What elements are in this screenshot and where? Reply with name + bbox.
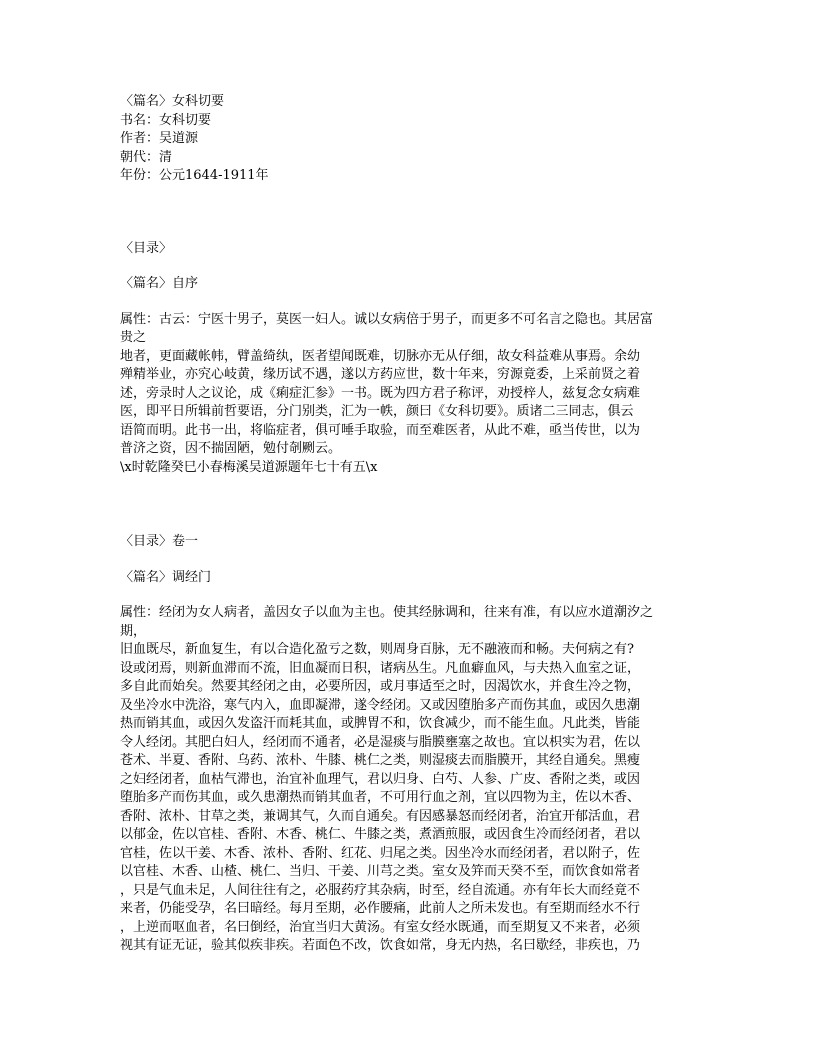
- text-line: 述，旁录时人之议论，成《痢症汇参》一书。既为四方君子称评，劝授梓人，兹复念女病难: [120, 385, 641, 401]
- document-header: [120, 93, 700, 186]
- text-line: 来者，仍能受孕，名曰暗经。每月至期，必作腰痛，此前人之所未发也。有至期而经水不行: [120, 901, 641, 916]
- text-line: 之妇经闭者，血枯气滞也，治宜补血理气，君以归身、白芍、人参、广皮、香附之类，或因: [120, 771, 641, 787]
- toc-heading: 〈目录〉: [120, 240, 173, 256]
- text-line: 旧血既尽，新血复生，有以合造化盈亏之数，则周身百脉，无不融液而和畅。夫何病之有?: [120, 642, 634, 657]
- text-line: 医，即平日所辑前哲要语，分门别类，汇为一帙，颜曰《女科切要》。质诸二三同志，俱云: [120, 404, 634, 419]
- text-line: 多自此而始矣。然要其经闭之由，必要所因，或月事适至之时，因渴饮水，并食生冷之物，: [120, 679, 641, 694]
- text-line: 属性：经闭为女人病者，盖因女子以血为主也。使其经脉调和，往来有准，有以应水道潮汐之: [120, 605, 654, 620]
- text-line: 贵之: [120, 330, 147, 345]
- text-line: 以郁金，佐以官桂、香附、木香、桃仁、牛膝之类，煮酒煎服，或因食生冷而经闭者，君以: [120, 827, 641, 842]
- text-line: 堕胎多产而伤其血，或久患潮热而销其血者，不可用行血之剂，宜以四物为主，佐以木香、: [120, 790, 641, 805]
- text-line: 及坐冷水中洗浴，寒气内入，血即凝滞，遂令经闭。又或因堕胎多产而伤其血，或因久患潮: [120, 697, 641, 713]
- text-line: 普济之资，因不揣固陋，勉付剞劂云。: [120, 441, 342, 456]
- text-line: 香附、浓朴、甘草之类，兼调其气，久而自通矣。有因感暴怒而经闭者，治宜开郁活血，君: [120, 808, 641, 824]
- header-dynasty-line: 朝代：清: [120, 149, 173, 165]
- text-line: 属性：古云：宁医十男子，莫医一妇人。诚以女病倍于男子，而更多不可名言之隐也。其居富: [120, 311, 654, 327]
- toc-heading-volume-1: 〈目录〉卷一: [120, 534, 199, 549]
- text-line: 语简而明。此书一出，将临症者，俱可唾手取验，而至难医者，从此不难，亟当传世，以为: [120, 422, 641, 438]
- header-title-line: 〈篇名〉女科切要: [120, 94, 225, 109]
- chapter-title-preface: 〈篇名〉自序: [120, 276, 199, 291]
- text-line: 殚精举业，亦究心岐黄，缘历试不遇，遂以方药应世，数十年来，穷源竟委，上采前贤之着: [120, 367, 641, 382]
- document-page: [120, 93, 700, 956]
- text-line: ，只是气血未足，人间往往有之，必服药疗其杂病，时至，经自流通。亦有年长大而经竟不: [120, 882, 641, 898]
- chapter-title-menstruation: 〈篇名〉调经门: [120, 569, 212, 585]
- header-book-line: 书名：女科切要: [120, 112, 212, 128]
- text-line: 视其有证无证，验其似疾非疾。若面色不改，饮食如常，身无内热，名曰歇经，非疾也，乃: [120, 938, 641, 953]
- header-year-line: 年份：公元1644-1911年: [120, 168, 269, 183]
- text-line: ，上逆而呕血者，名曰倒经，治宜当归大黄汤。有室女经水既通，而至期复又不来者，必须: [120, 919, 641, 935]
- text-line: 苍术、半夏、香附、乌药、浓朴、牛膝、桃仁之类，则湿痰去而脂膜开，其经自通矣。黑瘦: [120, 753, 641, 768]
- text-line: 期，: [120, 623, 147, 639]
- text-line: 令人经闭。其肥白妇人，经闭而不通者，必是湿痰与脂膜壅塞之故也。宜以枳实为君，佐以: [120, 734, 641, 750]
- text-line: 地者，更面藏帐帏，臂盖绮纨，医者望闻既难，切脉亦无从仔细，故女科益难从事焉。余幼: [120, 348, 641, 364]
- text-line: \x时乾隆癸巳小春梅溪吴道源题年七十有五\x: [120, 459, 378, 475]
- text-line: 官桂，佐以干姜、木香、浓朴、香附、红花、归尾之类。因坐冷水而经闭者，君以附子，佐: [120, 845, 641, 861]
- header-author-line: 作者：吴道源: [120, 131, 199, 146]
- chapter-body-text: [120, 604, 700, 956]
- preface-text: [120, 311, 700, 478]
- text-line: 以官桂、木香、山楂、桃仁、当归、干姜、川芎之类。室女及笄而天癸不至，而饮食如常者: [120, 864, 641, 879]
- text-line: 热而销其血，或因久发盗汗而耗其血，或脾胃不和，饮食减少，而不能生血。凡此类，皆能: [120, 716, 641, 731]
- text-line: 设或闭焉，则新血滞而不流，旧血凝而日积，诸病丛生。凡血癖血风，与夫热入血室之证，: [120, 660, 641, 676]
